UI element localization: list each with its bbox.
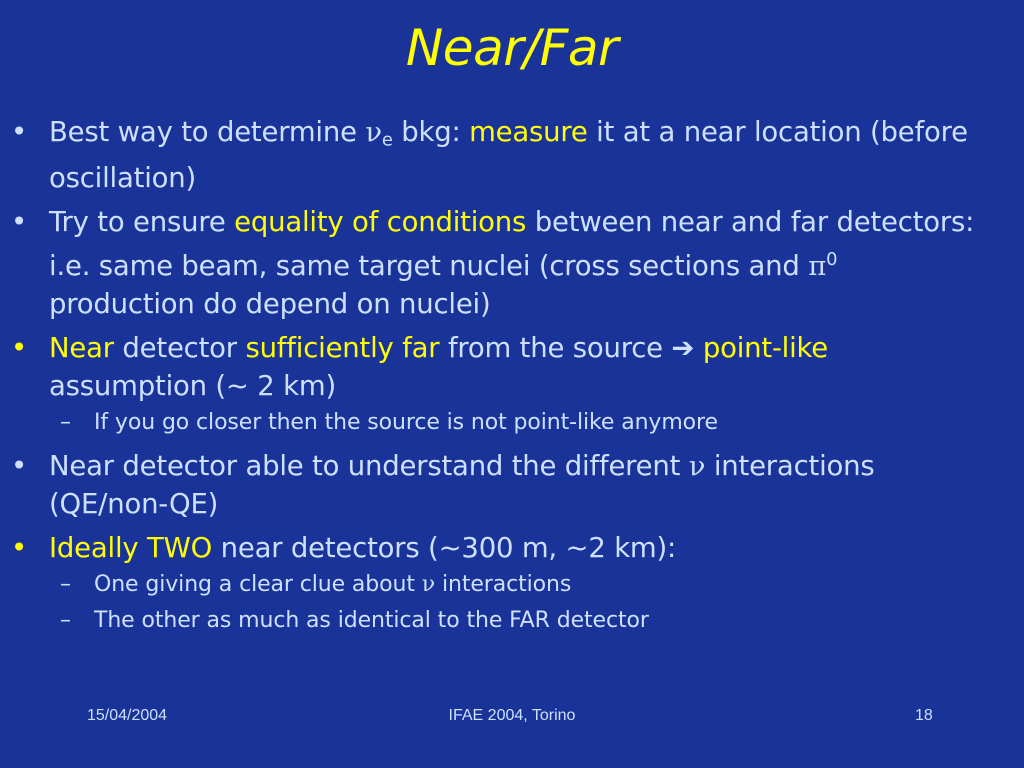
bullet-marker: • bbox=[11, 206, 28, 239]
bullet-item-4 bbox=[0, 447, 984, 523]
highlight-ideally-two: Ideally TWO bbox=[49, 532, 213, 565]
subscript-e: e bbox=[381, 129, 393, 151]
bullet-marker: • bbox=[11, 116, 28, 148]
bullet-text: assumption (~ 2 km) bbox=[49, 370, 336, 403]
bullet-text bbox=[694, 332, 703, 364]
sub-bullet-text: The other as much as identical to the FAR detector bbox=[94, 608, 649, 634]
bullet-text: it at a near location (before oscillation) bbox=[49, 116, 968, 195]
bullet-text: production do depend on nuclei) bbox=[49, 288, 491, 321]
bullet-marker: • bbox=[11, 532, 28, 565]
bullet-text: from the source bbox=[439, 332, 672, 365]
bullet-text: between near and far detectors: i.e. same beam, same target nuclei (cross sections and bbox=[49, 206, 975, 283]
sub-bullet-item-3-1 bbox=[0, 405, 984, 441]
highlight-point-like: point-like bbox=[702, 332, 829, 365]
bullet-list bbox=[0, 113, 1024, 639]
nu-symbol: ν bbox=[421, 572, 436, 598]
bullet-item-5 bbox=[0, 529, 984, 567]
footer-page-number: 18 bbox=[915, 707, 933, 724]
sub-bullet-text: One giving a clear clue about bbox=[94, 572, 422, 598]
bullet-text: bkg: bbox=[392, 116, 470, 148]
highlight-near: Near bbox=[49, 332, 114, 365]
bullet-text: Near detector able to understand the different bbox=[49, 450, 689, 483]
bullet-text: detector bbox=[113, 332, 246, 365]
bullet-marker: • bbox=[11, 450, 28, 483]
highlight-sufficiently-far: sufficiently far bbox=[245, 332, 440, 365]
sub-bullet-item-5-1 bbox=[0, 567, 984, 603]
pi-symbol: π bbox=[808, 250, 827, 283]
bullet-text: Try to ensure bbox=[49, 206, 235, 239]
bullet-item-1 bbox=[0, 113, 984, 197]
sub-bullet-text: If you go closer then the source is not point-like anymore bbox=[94, 410, 718, 436]
sub-bullet-text: interactions bbox=[435, 572, 572, 598]
bullet-text: Best way to determine bbox=[49, 116, 366, 148]
footer-date: 15/04/2004 bbox=[87, 707, 168, 724]
bullet-item-3 bbox=[0, 329, 984, 405]
bullet-item-2 bbox=[0, 203, 984, 323]
footer-event: IFAE 2004, Torino bbox=[448, 707, 576, 724]
highlight-equality: equality of conditions bbox=[234, 206, 527, 239]
sub-bullet-item-5-2 bbox=[0, 603, 984, 639]
bullet-text: near detectors (~300 m, ~2 km): bbox=[212, 532, 677, 565]
bullet-marker: • bbox=[11, 332, 28, 365]
bullet-text: interactions (QE/non-QE) bbox=[49, 450, 875, 521]
nu-symbol: ν bbox=[688, 450, 706, 483]
superscript-0: 0 bbox=[826, 249, 838, 271]
highlight-measure: measure bbox=[469, 116, 588, 148]
dash-marker: – bbox=[60, 410, 71, 436]
arrow-icon: ➔ bbox=[671, 332, 695, 365]
dash-marker: – bbox=[60, 608, 71, 634]
dash-marker: – bbox=[60, 572, 71, 598]
nu-symbol: ν bbox=[365, 116, 382, 148]
slide-title: Near/Far bbox=[405, 19, 619, 77]
